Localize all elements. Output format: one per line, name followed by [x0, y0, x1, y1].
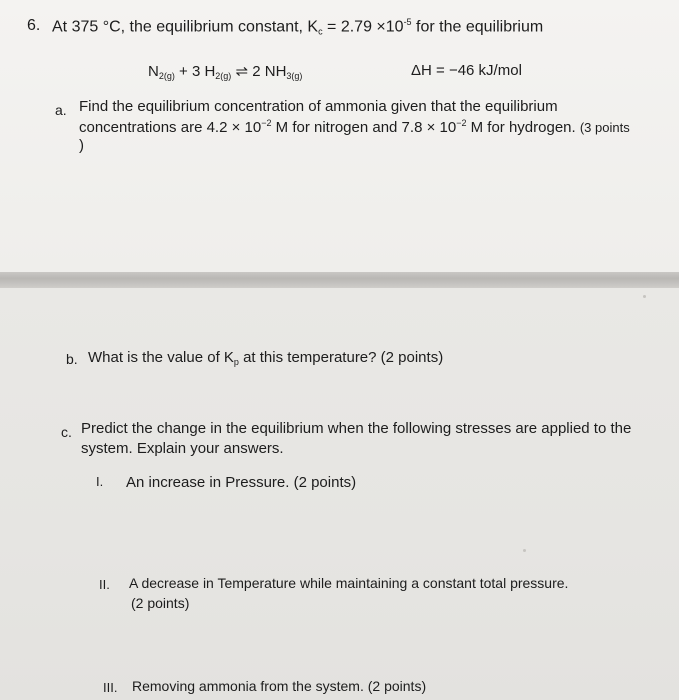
- item-3-text: Removing ammonia from the system. (2 points): [132, 678, 427, 694]
- part-a-line1: Find the equilibrium concentration of ammonia given that the equilibrium: [79, 98, 558, 115]
- part-a-letter: a.: [55, 102, 67, 118]
- question-intro: At 375 °C, the equilibrium constant, $K_c = 2.79 \times 10^{-5}$ for the equilibrium: [52, 17, 544, 37]
- item-1-text: An increase in Pressure. (2 points): [126, 474, 357, 491]
- part-c-line2: system. Explain your answers.: [81, 440, 284, 457]
- item-2-numeral: II.: [99, 577, 110, 592]
- enthalpy-change: ΔH = −46 kJ/mol: [411, 62, 522, 79]
- part-a-line2: concentrations are $4.2 \times 10^{-2}$ M for nitrogen and $7.8 \times 10^{-2}$ M for hydrogen. (3 points: [79, 118, 630, 136]
- item-1-numeral: I.: [96, 474, 104, 489]
- part-b-letter: b.: [66, 351, 78, 367]
- part-b-question: What is the value of $K_p$ at this temperature? (2 points): [88, 349, 444, 367]
- page-seam: [0, 272, 679, 288]
- upper-page: [0, 0, 679, 272]
- paper-speck: [523, 549, 526, 552]
- item-3-numeral: III.: [103, 680, 118, 695]
- part-a-points-end: ): [79, 137, 84, 154]
- part-c-letter: c.: [61, 424, 72, 440]
- question-number: 6.: [27, 17, 41, 34]
- equilibrium-arrow: ⇌: [235, 63, 249, 80]
- item-2-text: A decrease in Temperature while maintaining a constant total pressure.: [129, 575, 569, 591]
- paper-speck: [643, 295, 646, 298]
- part-c-line1: Predict the change in the equilibrium when the following stresses are applied to the: [81, 420, 632, 437]
- item-2-points: (2 points): [131, 595, 190, 611]
- reaction-equation: $N_{2(g)} + 3$ $H_{2(g)}$ ⇌ 2 $NH_{3(g)}$: [148, 63, 303, 81]
